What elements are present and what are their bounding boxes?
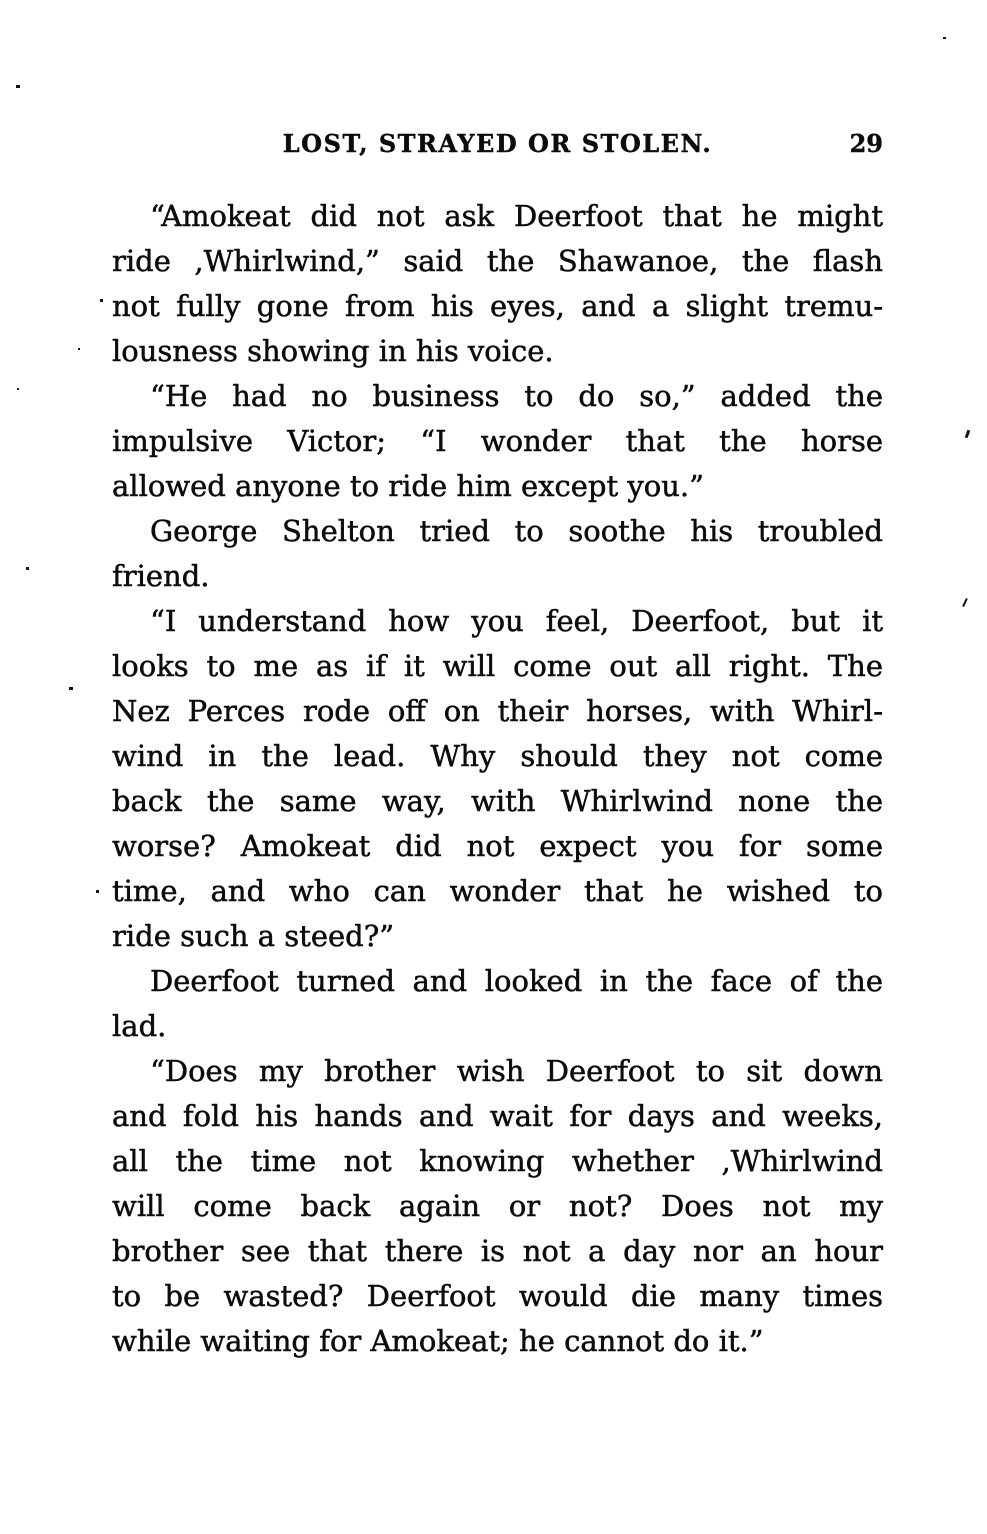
text-line: Deerfoot turned and looked in the face of the	[150, 964, 883, 998]
paragraph	[112, 959, 883, 1049]
paragraph	[112, 1049, 883, 1364]
scan-speck	[943, 37, 946, 39]
text-line: “He had no business to do so,” added the	[150, 379, 883, 413]
text-line: worse? Amokeat did not expect you for some	[112, 829, 883, 863]
scan-speck	[965, 430, 971, 439]
scan-speck	[100, 299, 103, 302]
text-line: time, and who can wonder that he wished to	[112, 874, 883, 908]
text-line: brother see that there is not a day nor an hour	[112, 1234, 883, 1268]
page-number: 29	[849, 129, 883, 158]
text-line: Nez Perces rode off on their horses, with Whirl-	[112, 694, 883, 728]
text-line: wind in the lead. Why should they not come	[112, 739, 883, 773]
scan-speck	[78, 348, 80, 350]
chapter-title: LOST, STRAYED OR STOLEN.	[282, 129, 713, 158]
scan-speck	[69, 687, 73, 690]
text-line: and fold his hands and wait for days and weeks,	[112, 1099, 883, 1133]
text-line: George Shelton tried to soothe his troubled	[150, 514, 883, 548]
paragraph	[112, 599, 883, 959]
text-line: “Amokeat did not ask Deerfoot that he might	[150, 199, 883, 233]
text-line: ride such a steed?”	[112, 919, 395, 953]
text-line: ride ,Whirlwind,” said the Shawanoe, the flash	[112, 244, 883, 278]
text-line: friend.	[112, 559, 210, 593]
running-head	[112, 0, 883, 157]
text-line: not fully gone from his eyes, and a slight tremu-	[112, 289, 883, 323]
text-line: looks to me as if it will come out all right. The	[112, 649, 883, 683]
text-line: to be wasted? Deerfoot would die many times	[112, 1279, 883, 1313]
text-line: all the time not knowing whether ,Whirlwind	[112, 1144, 883, 1178]
scan-speck	[16, 85, 20, 88]
paragraph	[112, 509, 883, 599]
text-line: impulsive Victor; “I wonder that the horse	[112, 424, 883, 458]
scan-speck	[17, 388, 19, 390]
paragraph	[112, 194, 883, 374]
text-line: lad.	[112, 1009, 167, 1043]
text-block	[112, 194, 883, 1364]
scan-speck	[26, 567, 29, 570]
paragraph	[112, 374, 883, 509]
scan-speck	[96, 890, 99, 893]
text-line: back the same way, with Whirlwind none the	[112, 784, 883, 818]
text-line: will come back again or not? Does not my	[112, 1189, 883, 1223]
text-line: while waiting for Amokeat; he cannot do it.”	[112, 1324, 764, 1358]
text-line: “Does my brother wish Deerfoot to sit down	[150, 1054, 883, 1088]
scan-speck	[962, 598, 968, 607]
text-line: “I understand how you feel, Deerfoot, but it	[150, 604, 883, 638]
text-line: allowed anyone to ride him except you.”	[112, 469, 704, 503]
text-line: lousness showing in his voice.	[112, 334, 554, 368]
